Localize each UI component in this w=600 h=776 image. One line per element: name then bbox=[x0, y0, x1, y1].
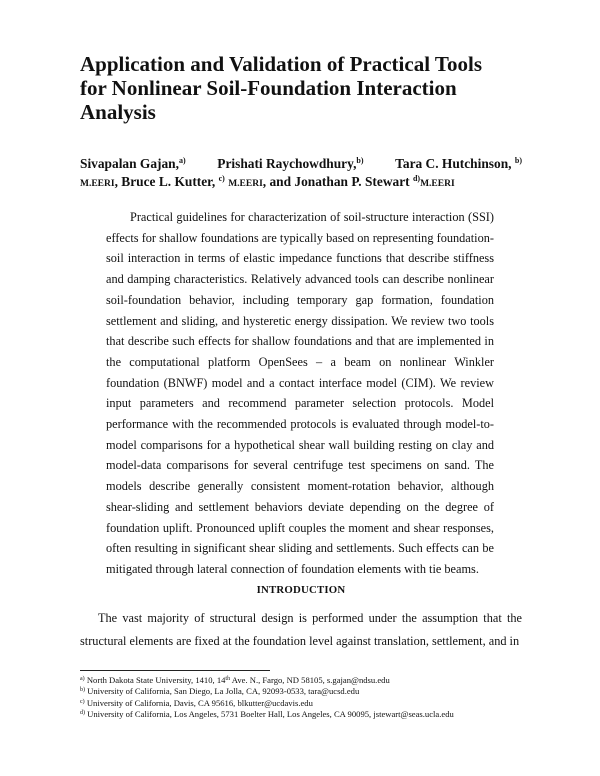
footnote-a: $^{a)}$ North Dakota State University, 1410, 14th Ave. N., Fargo, ND 58105, s.gajan@ndsu.edu bbox=[80, 675, 390, 685]
abstract: Practical guidelines for characterization of soil-structure interaction (SSI) effects for shallow foundations are typically based on representing foundation-soil interaction in terms of elastic impedance functions that describe stiffness and damping characteristics. Relatively advanced tools can describe nonlinear soil-foundation behavior, including temporary gap formation, foundation settlement and sliding, and hysteretic energy dissipation. We review two tools that describe such effects for shallow foundations and that are implemented in the computational platform OpenSees – a beam on nonlinear Winkler foundation (BNWF) model and a contact interface model (CIM). We review input parameters and recommend parameter selection protocols. Model performance with the recommended protocols is evaluated through model-to-model comparisons for a hypothetical shear wall building resting on clay and model-data comparisons for several centrifuge test specimens on sand. The models describe generally consistent moment-rotation behavior, although shear-sliding and settlement behaviors deviate depending on the degree of foundation uplift. Pronounced uplift couples the moment and shear responses, often resulting in significant shear sliding and settlements. Such effects can be mitigated through lateral connection of foundation elements with tie beams. bbox=[106, 210, 494, 576]
footnotes bbox=[80, 675, 530, 721]
footnote-b: $^{b)}$ University of California, San Diego, La Jolla, CA, 92093-0533, tara@ucsd.edu bbox=[80, 686, 360, 697]
footnote-c: $^{c)}$ University of California, Davis, CA 95616, blkutter@ucdavis.edu bbox=[80, 697, 313, 708]
membership-meeri: M.EERI bbox=[80, 179, 115, 189]
title-line-2: for Nonlinear Soil-Foundation Interaction bbox=[80, 76, 457, 100]
author-list bbox=[80, 155, 522, 193]
title-line-1: Application and Validation of Practical Tools bbox=[80, 52, 482, 76]
author-kutter: , Bruce L. Kutter, $^{c)}$ bbox=[114, 174, 225, 189]
section-heading-introduction: INTRODUCTION bbox=[256, 584, 346, 596]
membership-meeri: M.EERI bbox=[420, 179, 455, 189]
membership-meeri: M.EERI bbox=[228, 179, 263, 189]
author-line-2 bbox=[80, 173, 522, 193]
footnote-divider bbox=[80, 670, 270, 671]
author-line-1 bbox=[80, 155, 522, 173]
author-hutchinson: Tara C. Hutchinson, $^{b)}$ bbox=[395, 156, 522, 171]
paper-title bbox=[80, 52, 540, 124]
footnote-d: $^{d)}$ University of California, Los Angeles, 5731 Boelter Hall, Los Angeles, CA 90095, jstewart@seas.ucla.edu bbox=[80, 709, 454, 720]
author-stewart: , and Jonathan P. Stewart $^{d)}$ bbox=[262, 174, 421, 189]
title-line-3: Analysis bbox=[80, 100, 156, 124]
author-raychowdhury: Prishati Raychowdhury,$^{b)}$ bbox=[217, 156, 364, 171]
author-gajan: Sivapalan Gajan,$^{a)}$ bbox=[80, 156, 186, 171]
introduction-paragraph: The vast majority of structural design is performed under the assumption that the structural elements are fixed at the foundation level against translation, settlement, and in bbox=[80, 611, 522, 648]
